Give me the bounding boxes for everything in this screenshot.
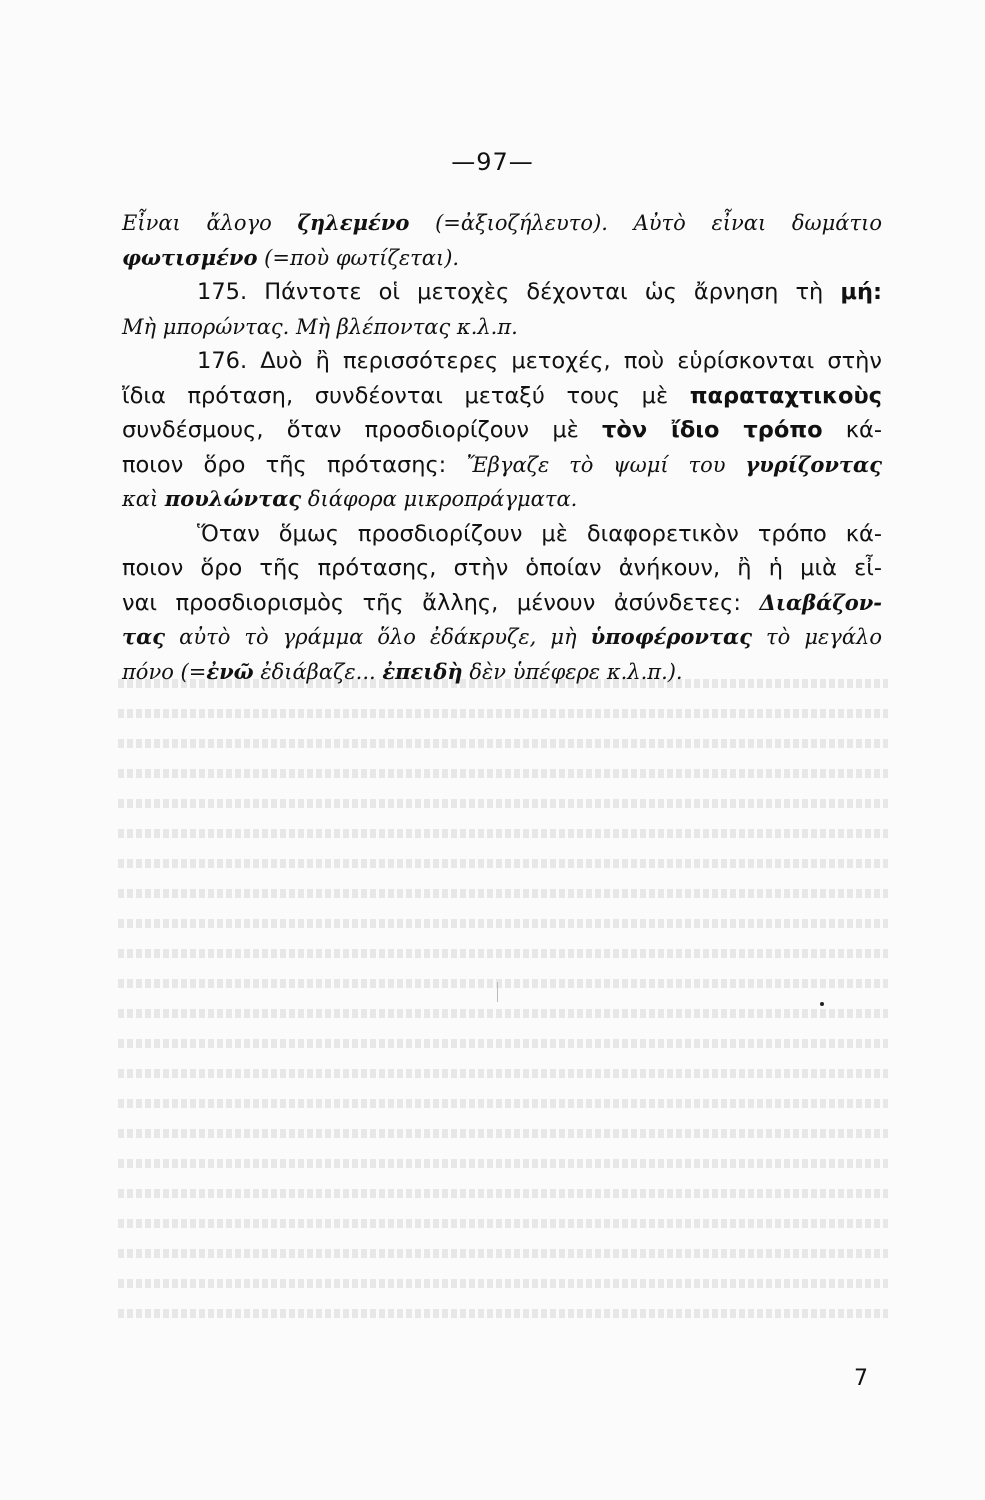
text-line: φωτισμένο (=ποὺ φωτίζεται). bbox=[122, 244, 460, 270]
text-line: συνδέσμους, ὅταν προσδιορίζουν μὲ τὸν ἴδιο τρόπο κά- bbox=[122, 417, 882, 443]
page-header: —97— bbox=[451, 148, 534, 176]
text-line: 176. Δυὸ ἢ περισσότερες μετοχές, ποὺ εὑρίσκονται στὴν bbox=[197, 348, 882, 374]
bleed-through-text bbox=[118, 670, 888, 1350]
text-line: Ὅταν ὅμως προσδιορίζουν μὲ διαφορετικὸν τρόπο κά- bbox=[197, 520, 882, 547]
text-line: ναι προσδιορισμὸς τῆς ἄλλης, μένουν ἀσύνδετες: Διαβάζον- bbox=[122, 589, 882, 616]
scan-speck bbox=[820, 1002, 824, 1006]
page-number: 7 bbox=[854, 1366, 868, 1391]
text-line: ποιον ὅρο τῆς πρότασης, στὴν ὁποίαν ἀνήκουν, ἢ ἡ μιὰ εἶ- bbox=[122, 555, 882, 581]
text-line: τας αὐτὸ τὸ γράμμα ὅλο ἐδάκρυζε, μὴ ὑποφέροντας τὸ μεγάλο bbox=[122, 624, 882, 649]
body-text bbox=[122, 206, 882, 689]
text-line: 175. Πάντοτε οἱ μετοχὲς δέχονται ὡς ἄρνηση τὴ μή: bbox=[197, 279, 882, 305]
text-line: ἴδια πρόταση, συνδέονται μεταξύ τους μὲ παραταχτικοὺς bbox=[122, 382, 882, 409]
text-line: καὶ πουλώντας διάφορα μικροπράγματα. bbox=[122, 486, 578, 511]
text-line: ποιον ὅρο τῆς πρότασης: Ἔβγαζε τὸ ψωμί του γυρίζοντας bbox=[122, 451, 882, 478]
text-line: Εἶναι ἄλογο ζηλεμένο (=ἀξιοζήλευτο). Αὐτὸ εἶναι δωμάτιο bbox=[122, 210, 882, 235]
text-line: πόνο (=ἐνῶ ἐδιάβαζε... ἐπειδὴ δὲν ὑπέφερε κ.λ.π.). bbox=[122, 658, 683, 684]
scan-mark bbox=[497, 982, 498, 1002]
text-line: Μὴ μπορώντας. Μὴ βλέποντας κ.λ.π. bbox=[122, 314, 518, 339]
